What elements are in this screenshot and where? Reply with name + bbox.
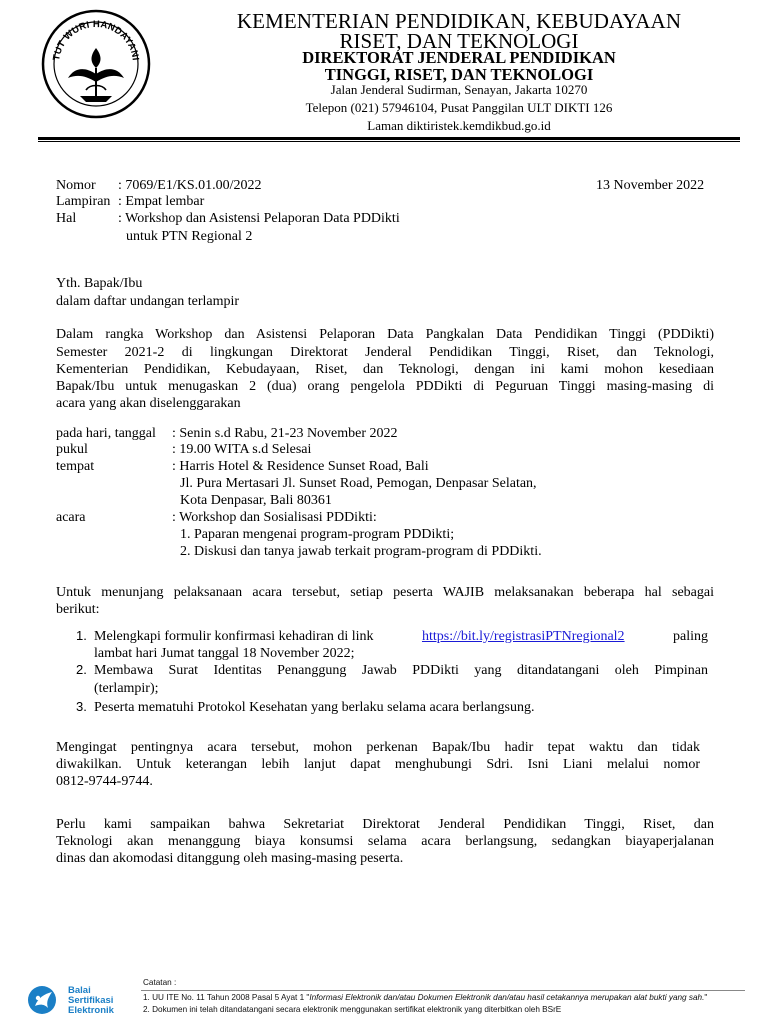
addressee-list-ref: dalam daftar undangan terlampir — [56, 294, 240, 309]
hal-value-cont: untuk PTN Regional 2 — [126, 229, 253, 244]
footer-note1-suffix: " — [704, 993, 708, 1002]
paragraph1-line: Semester 2021-2 di lingkungan Direktorat Jenderal Pendidikan Tinggi, Riset, dan Teknologi, — [56, 345, 714, 360]
requirement1-line2: lambat hari Jumat tanggal 18 November 2022; — [94, 646, 355, 661]
ministry-name-line1: KEMENTERIAN PENDIDIKAN, KEBUDAYAAN — [236, 9, 682, 33]
event-time-label: pukul — [56, 442, 88, 457]
paragraph4-line: dinas dan akomodasi ditanggung oleh masing-masing peserta. — [56, 851, 404, 866]
lampiran-label: Lampiran — [56, 194, 111, 209]
event-date-label: pada hari, tanggal — [56, 426, 156, 441]
event-place-city: Kota Denpasar, Bali 80361 — [180, 493, 332, 508]
header-phone: Telepon (021) 57946104, Pusat Panggilan ULT DIKTI 126 — [305, 100, 613, 115]
bsre-logo-icon — [26, 984, 64, 1016]
tut-wuri-handayani-logo — [40, 8, 152, 120]
paragraph4-line: Perlu kami sampaikan bahwa Sekretariat Direktorat Jenderal Pendidikan Tinggi, Riset, dan — [56, 817, 714, 832]
bsre-line: Sertifikasi — [68, 995, 114, 1006]
event-place-address: Jl. Pura Mertasari Jl. Sunset Road, Pemogan, Denpasar Selatan, — [180, 476, 537, 491]
list-number: 1. — [76, 628, 87, 643]
header-divider-thin — [38, 141, 740, 142]
svg-text:TUT WURI HANDAYANI: TUT WURI HANDAYANI — [51, 18, 141, 62]
paragraph1-line: Dalam rangka Workshop dan Asistensi Pelaporan Data Pangkalan Data Pendidikan Tinggi (PDDikti) — [56, 327, 714, 342]
bsre-wordmark — [68, 986, 114, 1016]
registration-link[interactable]: https://bit.ly/registrasiPTNregional2 — [421, 629, 625, 644]
event-time-value: : 19.00 WITA s.d Selesai — [172, 442, 312, 457]
bsre-line: Elektronik — [68, 1005, 114, 1016]
addressee-salutation: Yth. Bapak/Ibu — [56, 276, 143, 291]
directorate-name-line1: DIREKTORAT JENDERAL PENDIDIKAN — [302, 48, 616, 67]
nomor-value: : 7069/E1/KS.01.00/2022 — [118, 178, 262, 193]
paragraph4-line: Teknologi akan menanggung biaya konsumsi selama acara berlangsung, sedangkan biayaperjalanan — [56, 834, 714, 849]
requirement2-line2: (terlampir); — [94, 681, 159, 696]
footer-note1-quote: Informasi Elektronik dan/atau Dokumen Elektronik dan/atau hasil cetakannya merupakan alat bukti yang sah. — [309, 993, 705, 1002]
paragraph1-line: acara yang akan diselenggarakan — [56, 396, 241, 411]
footer-divider — [141, 990, 745, 991]
paragraph2-line: berikut: — [56, 602, 100, 617]
paragraph3-line: 0812-9744-9744. — [56, 774, 153, 789]
paragraph2-line: Untuk menunjang pelaksanaan acara tersebut, setiap peserta WAJIB melaksanakan beberapa hal sebagai — [56, 585, 714, 600]
lampiran-value: : Empat lembar — [118, 194, 205, 209]
paragraph3-line: Mengingat pentingnya acara tersebut, mohon perkenan Bapak/Ibu hadir tepat waktu dan tidak — [56, 740, 700, 755]
paragraph1-line: Kementerian Pendidikan, Kebudayaan, Riset, dan Teknologi, dengan ini kami mohon kesediaan — [56, 362, 714, 377]
header-address: Jalan Jenderal Sudirman, Senayan, Jakarta 10270 — [330, 82, 588, 97]
requirement1-text: Melengkapi formulir konfirmasi kehadiran di link — [94, 629, 374, 644]
footer-notes-title: Catatan : — [143, 978, 177, 987]
paragraph3-line: diwakilkan. Untuk keterangan lebih lanjut dapat menghubungi Sdri. Isni Liani melalui nomor — [56, 757, 700, 772]
list-item: Membawa Surat Identitas Penanggung Jawab PDDikti yang ditandatangani oleh Pimpinan — [94, 663, 708, 678]
list-number: 2. — [76, 662, 87, 677]
header-website: Laman diktiristek.kemdikbud.go.id — [367, 118, 551, 133]
nomor-label: Nomor — [56, 178, 96, 193]
event-agenda-value: : Workshop dan Sosialisasi PDDikti: — [172, 510, 377, 525]
bsre-line: Balai — [68, 985, 91, 996]
event-place-label: tempat — [56, 459, 95, 474]
directorate-name-line2: TINGGI, RISET, DAN TEKNOLOGI — [324, 65, 594, 84]
event-agenda-item: 2. Diskusi dan tanya jawab terkait program-program di PDDikti. — [180, 544, 542, 559]
header-divider-thick — [38, 137, 740, 140]
letter-date: 13 November 2022 — [596, 178, 705, 193]
paragraph1-line: Bapak/Ibu untuk menugaskan 2 (dua) orang pengelola PDDikti di Peguruan Tinggi masing-masing di — [56, 379, 714, 394]
footer-note1-prefix: 1. UU ITE No. 11 Tahun 2008 Pasal 5 Ayat 1 " — [143, 993, 310, 1002]
hal-value: : Workshop dan Asistensi Pelaporan Data PDDikti — [118, 211, 400, 226]
list-item — [94, 628, 708, 646]
footer-note1 — [143, 993, 707, 1003]
event-date-value: : Senin s.d Rabu, 21-23 November 2022 — [172, 426, 398, 441]
requirement1-text-end: paling — [672, 629, 708, 644]
event-place-value: : Harris Hotel & Residence Sunset Road, Bali — [172, 459, 429, 474]
event-agenda-label: acara — [56, 510, 86, 525]
list-item: Peserta mematuhi Protokol Kesehatan yang berlaku selama acara berlangsung. — [94, 700, 535, 715]
ministry-name-line2: RISET, DAN TEKNOLOGI — [339, 29, 579, 53]
list-number: 3. — [76, 699, 87, 714]
footer-note2: 2. Dokumen ini telah ditandatangani secara elektronik menggunakan sertifikat elektronik yang diterbitkan oleh BSrE — [143, 1005, 562, 1014]
event-agenda-item: 1. Paparan mengenai program-program PDDikti; — [180, 527, 455, 542]
hal-label: Hal — [56, 211, 77, 226]
